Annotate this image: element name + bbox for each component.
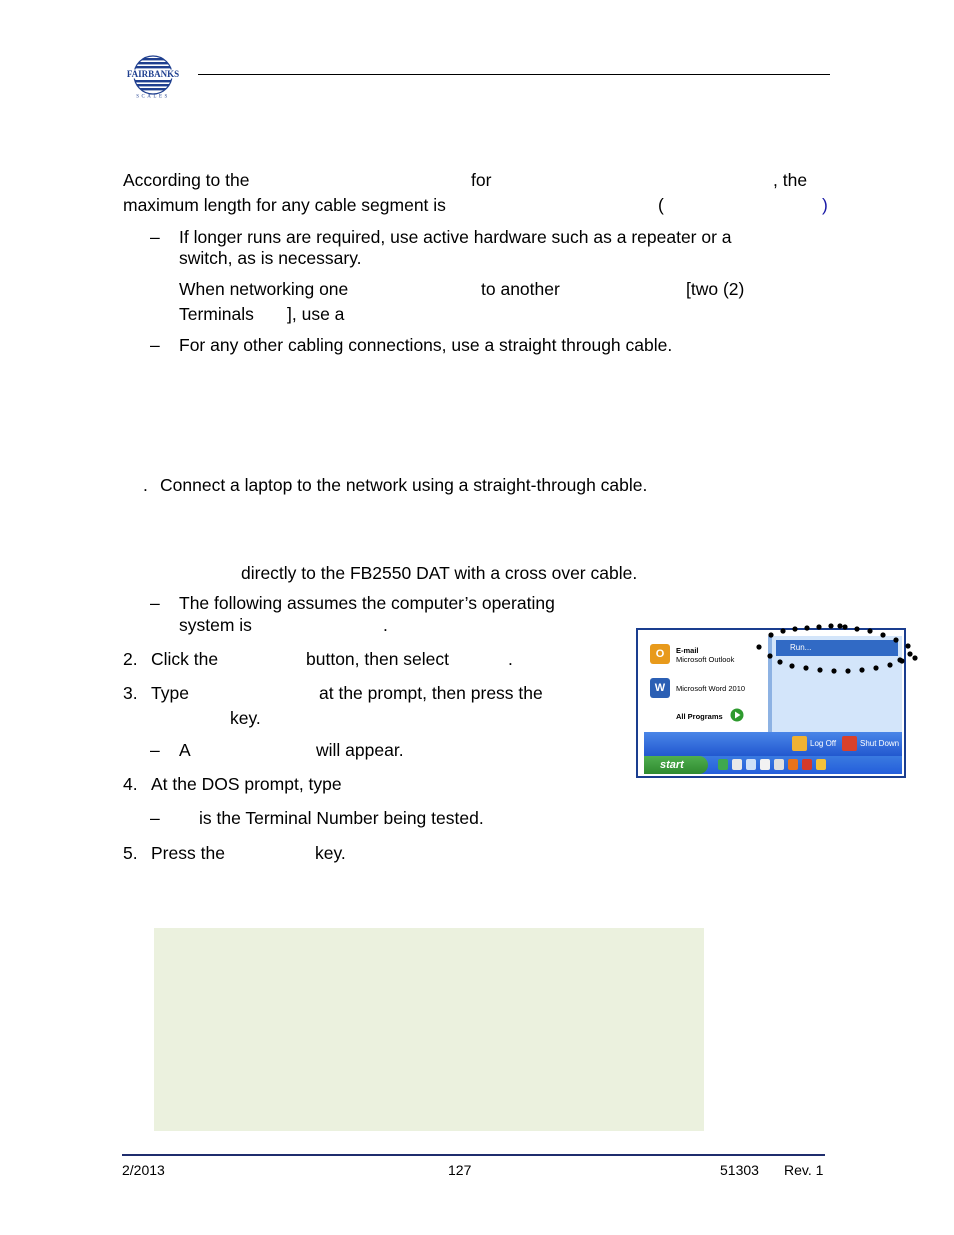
bullet1-line2: switch, as is necessary.: [179, 248, 362, 268]
networking-line2-b: ], use a: [287, 304, 345, 324]
menu-email-title: E-mail: [676, 646, 699, 655]
shut-down-button[interactable]: Shut Down: [860, 739, 900, 748]
outlook-icon: O: [650, 644, 670, 664]
taskbar: [644, 756, 902, 774]
bullet2-text: For any other cabling connections, use a straight through cable.: [179, 335, 673, 355]
step4-sub-dash: –: [150, 808, 160, 828]
step2-a: Click the: [151, 649, 219, 669]
step4-text: At the DOS prompt, type: [151, 774, 342, 794]
assume-line2-b: .: [383, 615, 388, 635]
para1-line1-c: , the: [773, 170, 808, 190]
networking-line1-a: When networking one: [179, 279, 349, 299]
ie-icon[interactable]: [718, 759, 728, 770]
step3-sub-b: will appear.: [316, 740, 404, 760]
taskbar-icon-7[interactable]: [802, 759, 812, 770]
key-icon: [792, 736, 807, 751]
footer-rule: [122, 1154, 825, 1156]
step3-sub-a: A: [179, 740, 191, 760]
menu-bottom-bar: [644, 732, 902, 756]
para1-line2-paren-open: (: [658, 195, 664, 215]
log-off-button[interactable]: Log Off: [810, 739, 837, 748]
step5-a: Press the: [151, 843, 225, 863]
word-icon: W: [650, 678, 670, 698]
direct-connect-text: directly to the FB2550 DAT with a cross over cable.: [241, 563, 638, 583]
footer-date: 2/2013: [122, 1162, 165, 1178]
menu-email-sub: Microsoft Outlook: [676, 655, 735, 664]
menu-word: Microsoft Word 2010: [676, 684, 746, 693]
connect-laptop-num: .: [143, 475, 148, 495]
fairbanks-logo: [122, 55, 184, 99]
logo-wordmark: FAIRBANKS: [126, 69, 180, 79]
bullet1-line1: If longer runs are required, use active hardware such as a repeater or a: [179, 227, 732, 247]
taskbar-icon-8[interactable]: [816, 759, 826, 770]
note-box: [154, 928, 704, 1131]
networking-line1-b: to another: [481, 279, 560, 299]
footer-revision: Rev. 1: [784, 1162, 824, 1178]
firefox-icon[interactable]: [788, 759, 798, 770]
logo-sub: SCALES: [136, 94, 170, 99]
header-rule: [198, 74, 830, 75]
step3-line2: key.: [230, 708, 261, 728]
step3-a: Type: [151, 683, 189, 703]
taskbar-icon-4[interactable]: [760, 759, 770, 770]
step4-num: 4.: [123, 774, 138, 794]
footer-doc-number: 51303: [720, 1162, 759, 1178]
start-button[interactable]: start: [644, 756, 708, 774]
para1-line2-paren-close: ): [822, 195, 828, 215]
assume-dash: –: [150, 593, 160, 613]
menu-run-item[interactable]: Run...: [776, 640, 898, 656]
step2-b: button, then select: [306, 649, 450, 669]
taskbar-icon-2[interactable]: [732, 759, 742, 770]
taskbar-icon-3[interactable]: [746, 759, 756, 770]
power-icon: [842, 736, 857, 751]
networking-line1-c: [two (2): [686, 279, 745, 299]
networking-line2-a: Terminals: [179, 304, 254, 324]
para1-line1-a: According to the: [123, 170, 250, 190]
assume-line1: The following assumes the computer’s operating: [179, 593, 555, 613]
assume-line2-a: system is: [179, 615, 252, 635]
footer-page-number: 127: [448, 1162, 472, 1178]
bullet2-dash: –: [150, 335, 160, 355]
step4-sub-text: is the Terminal Number being tested.: [199, 808, 484, 828]
bullet1-dash: –: [150, 227, 160, 247]
highlight-dotted-circle: [750, 618, 920, 688]
step2-num: 2.: [123, 649, 138, 669]
step5-num: 5.: [123, 843, 138, 863]
arrow-right-icon: [730, 708, 744, 722]
step3-b: at the prompt, then press the: [319, 683, 543, 703]
menu-all-programs: All Programs: [676, 712, 723, 721]
connect-laptop-text: Connect a laptop to the network using a straight-through cable.: [160, 475, 648, 495]
para1-line1-b: for: [471, 170, 492, 190]
step2-c: .: [508, 649, 513, 669]
para1-line2-a: maximum length for any cable segment is: [123, 195, 446, 215]
taskbar-icon-5[interactable]: [774, 759, 784, 770]
step5-b: key.: [315, 843, 346, 863]
step3-num: 3.: [123, 683, 138, 703]
step3-sub-dash: –: [150, 740, 160, 760]
